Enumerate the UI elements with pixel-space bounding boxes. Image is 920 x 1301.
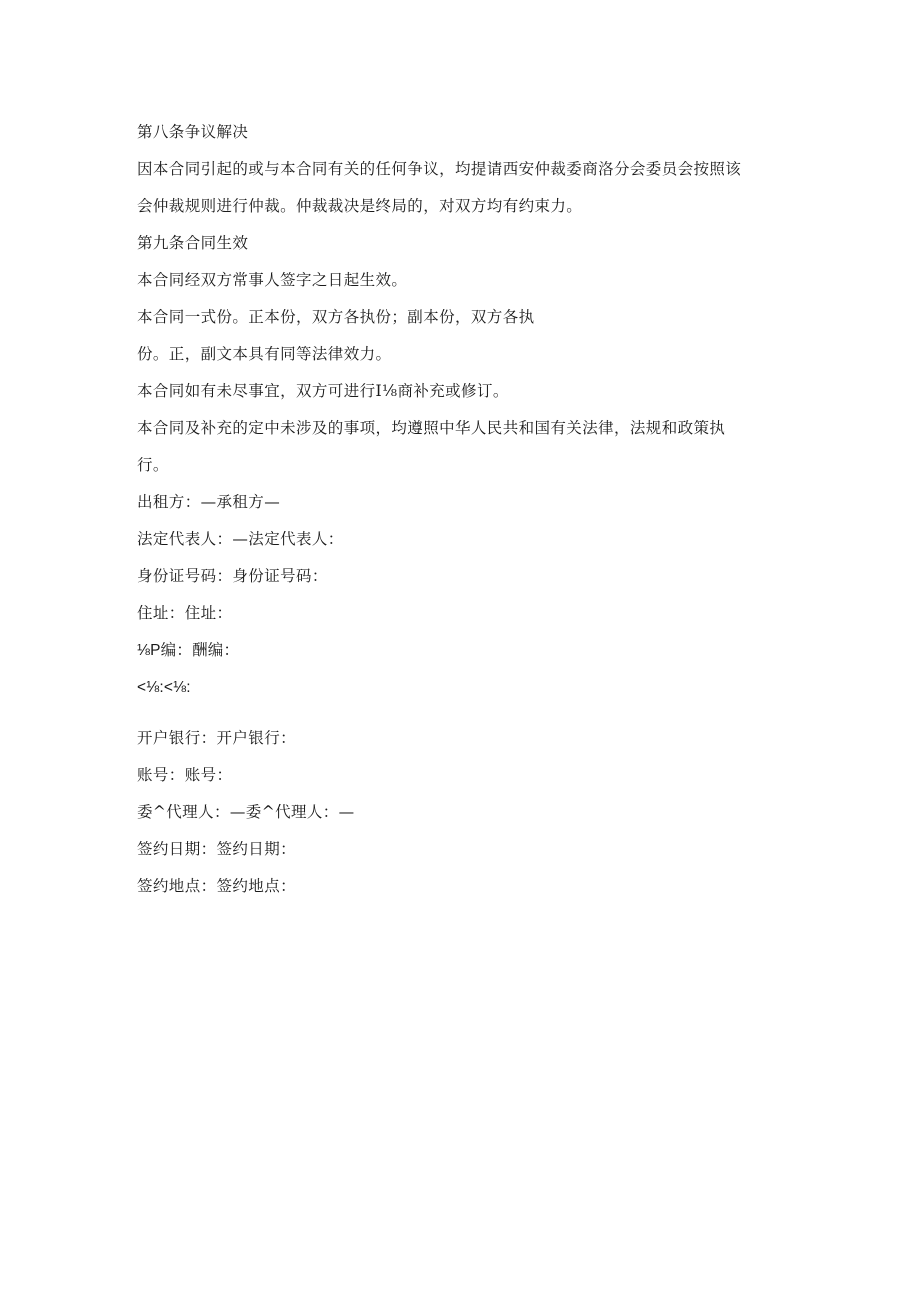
article-9-law-clause-line-1: 本合同及补充的定中未涉及的事项，均遵照中华人民共和国有关法律，法规和政策执	[137, 419, 726, 437]
signing-places: 签约地点：签约地点：	[137, 877, 297, 895]
addresses: 住址：住址：	[137, 604, 233, 622]
article-9-law-clause-line-2: 行。	[137, 456, 169, 474]
article-9-supplement-clause: 本合同如有未尽事宜，双方可进行I⅛商补充或修订。	[137, 382, 509, 400]
spacer	[137, 706, 797, 720]
article-9-copies-line-1: 本合同一式份。正本份，双方各执份；副本份，双方各执	[137, 308, 535, 326]
article-9-heading: 第九条合同生效	[137, 234, 249, 252]
id-numbers: 身份证号码：身份证号码：	[137, 567, 328, 585]
bank-names: 开户银行：开户银行：	[137, 729, 297, 747]
postal-codes: ⅛P编：酬编：	[137, 642, 240, 659]
authorized-agents: 委^代理人：—委^代理人：—	[137, 803, 355, 821]
signing-dates: 签约日期：签约日期：	[137, 840, 297, 858]
article-8-text-line-1: 因本合同引起的或与本合同有关的任何争议，均提请西安仲裁委商洛分会委员会按照该	[137, 160, 742, 178]
article-8-heading: 第八条争议解决	[137, 123, 249, 141]
article-8-text-line-2: 会仲裁规则进行仲裁。仲裁裁决是终局的，对双方均有约束力。	[137, 197, 583, 215]
article-9-copies-line-2: 份。正，副文本具有同等法律效力。	[137, 345, 392, 363]
phone-numbers: <⅛:<⅛:	[137, 679, 191, 696]
contract-body	[137, 114, 797, 905]
article-9-effective-clause: 本合同经双方常事人签字之日起生效。	[137, 271, 408, 289]
party-names: 出租方：—承租方—	[137, 493, 281, 511]
legal-representatives: 法定代表人：—法定代表人：	[137, 530, 344, 548]
account-numbers: 账号：账号：	[137, 766, 233, 784]
